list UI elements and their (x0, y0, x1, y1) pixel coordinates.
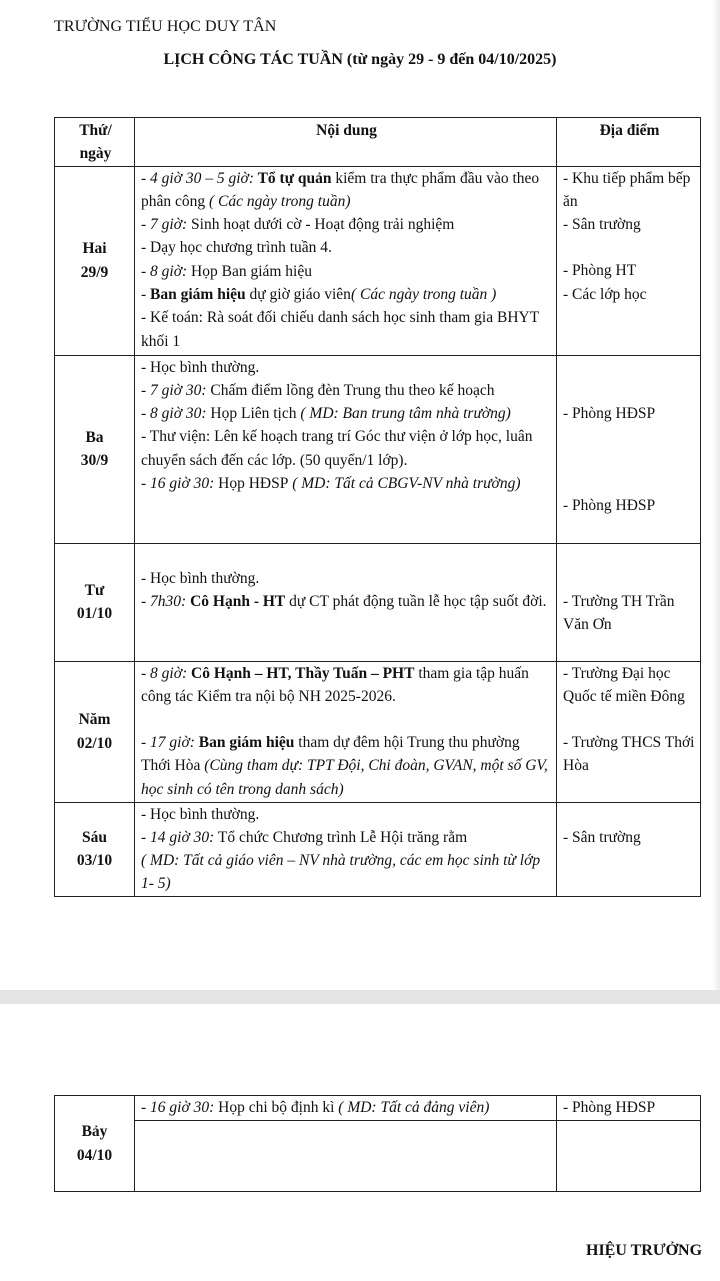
day-name: Ba (85, 428, 104, 446)
location-line: - Trường TH Trần Văn Ơn (563, 592, 675, 633)
content-cell-fri (135, 802, 557, 896)
table-row-sat-empty (55, 1121, 701, 1192)
content-line: - 4 giờ 30 – 5 giờ: Tổ tự quản kiểm tra thực phẩm đầu vào theo phân công ( Các ngày trong tuần) (141, 169, 540, 210)
day-date: 03/10 (76, 852, 113, 870)
content-line: - 7 giờ 30: Chấm điểm lồng đèn Trung thu theo kế hoạch (141, 381, 495, 399)
content-cell-mon (135, 166, 557, 355)
content-line: - 8 giờ 30: Họp Liên tịch ( MD: Ban trung tâm nhà trường) (141, 405, 511, 423)
header-day (55, 118, 135, 167)
table-row-wed (55, 543, 701, 661)
location-cell-mon (557, 166, 701, 355)
day-cell-tue (55, 355, 135, 543)
content-line: - 14 giờ 30: Tổ chức Chương trình Lễ Hội trăng rằm (141, 828, 468, 846)
schedule-table-continued (54, 1095, 701, 1192)
content-line: - 16 giờ 30: Họp HĐSP ( MD: Tất cả CBGV-NV nhà trường) (141, 475, 521, 493)
location-line: - Sân trường (563, 828, 641, 846)
day-name: Tư (84, 581, 105, 599)
content-line: - Dạy học chương trình tuần 4. (141, 239, 332, 257)
location-cell-thu (557, 661, 701, 802)
table-row-fri (55, 802, 701, 896)
content-line: ( MD: Tất cả giáo viên – NV nhà trường, các em học sinh từ lớp 1- 5) (141, 852, 541, 893)
day-cell-wed (55, 543, 135, 661)
location-line: - Khu tiếp phẩm bếp ăn (563, 169, 691, 210)
school-name: TRƯỜNG TIỂU HỌC DUY TÂN (54, 18, 277, 35)
day-date: 01/10 (76, 605, 113, 623)
content-line: - Thư viện: Lên kế hoạch trang trí Góc thư viện ở lớp học, luân chuyển sách đến các lớp. (50 quyển/1 lớp). (141, 428, 533, 469)
header-day-line1: Thứ/ (79, 122, 112, 139)
content-line: - Kế toán: Rà soát đối chiếu danh sách học sinh tham gia BHYT khối 1 (141, 309, 539, 350)
content-line: - Học bình thường. (141, 358, 260, 376)
content-line: - 8 giờ: Họp Ban giám hiệu (141, 262, 312, 280)
location-line: - Phòng HT (563, 262, 637, 280)
location-line: - Phòng HĐSP (563, 404, 656, 422)
location-cell-fri (557, 802, 701, 896)
page-break-band (0, 990, 720, 1004)
table-header-row (55, 118, 701, 167)
day-name: Năm (78, 711, 111, 729)
day-name: Bảy (81, 1123, 108, 1141)
content-line: - 16 giờ 30: Họp chi bộ định kì ( MD: Tất cả đảng viên) (141, 1099, 490, 1116)
page-title: LỊCH CÔNG TÁC TUẦN (từ ngày 29 - 9 đến 04/10/2025) (163, 51, 557, 68)
table-row-tue (55, 355, 701, 543)
content-line: - Học bình thường. (141, 805, 260, 823)
header-content: Nội dung (135, 118, 557, 167)
location-line: - Trường THCS Thới Hòa (563, 734, 695, 775)
day-date: 29/9 (80, 263, 109, 281)
location-cell-wed (557, 543, 701, 661)
location-cell-tue (557, 355, 701, 543)
content-cell-wed (135, 543, 557, 661)
location-line: - Các lớp học (563, 285, 647, 303)
location-line: - Sân trường (563, 216, 641, 234)
content-line: - 7h30: Cô Hạnh - HT dự CT phát động tuần lễ học tập suốt đời. (141, 592, 547, 610)
location-line: - Phòng HĐSP (563, 496, 656, 514)
content-cell-sat (135, 1096, 557, 1121)
day-date: 02/10 (76, 734, 113, 752)
signature-title: HIỆU TRƯỞNG (586, 1242, 703, 1259)
content-line: - 7 giờ: Sinh hoạt dưới cờ - Hoạt động trải nghiệm (141, 216, 455, 234)
location-cell-empty (557, 1121, 701, 1192)
day-cell-thu (55, 661, 135, 802)
table-row-sat (55, 1096, 701, 1121)
content-line: - Học bình thường. (141, 569, 260, 587)
content-cell-empty (135, 1121, 557, 1192)
content-line: - 17 giờ: Ban giám hiệu tham dự đêm hội Trung thu phường Thới Hòa (Cùng tham dự: TPT Đội, Chi đoàn, GVAN, một số GV, học sinh có tên trong danh sách) (141, 734, 548, 798)
header-day-line2: ngày (79, 145, 112, 163)
content-cell-tue (135, 355, 557, 543)
content-line: - 8 giờ: Cô Hạnh – HT, Thầy Tuấn – PHT tham gia tập huấn công tác Kiểm tra nội bộ NH 2025-2026. (141, 664, 529, 705)
location-cell-sat: - Phòng HĐSP (557, 1096, 701, 1121)
day-name: Sáu (82, 828, 107, 846)
day-cell-mon (55, 166, 135, 355)
page-edge-shadow (712, 0, 720, 990)
day-date: 04/10 (76, 1146, 113, 1164)
day-name: Hai (82, 240, 107, 258)
day-cell-sat (55, 1096, 135, 1192)
table-row-mon (55, 166, 701, 355)
schedule-table (54, 117, 701, 897)
content-line: - Ban giám hiệu dự giờ giáo viên( Các ngày trong tuần ) (141, 286, 497, 304)
location-line: - Trường Đại học Quốc tế miền Đông (563, 664, 685, 705)
table-row-thu (55, 661, 701, 802)
content-cell-thu (135, 661, 557, 802)
day-cell-fri (55, 802, 135, 896)
header-location: Địa điểm (557, 118, 701, 167)
day-date: 30/9 (80, 452, 109, 470)
